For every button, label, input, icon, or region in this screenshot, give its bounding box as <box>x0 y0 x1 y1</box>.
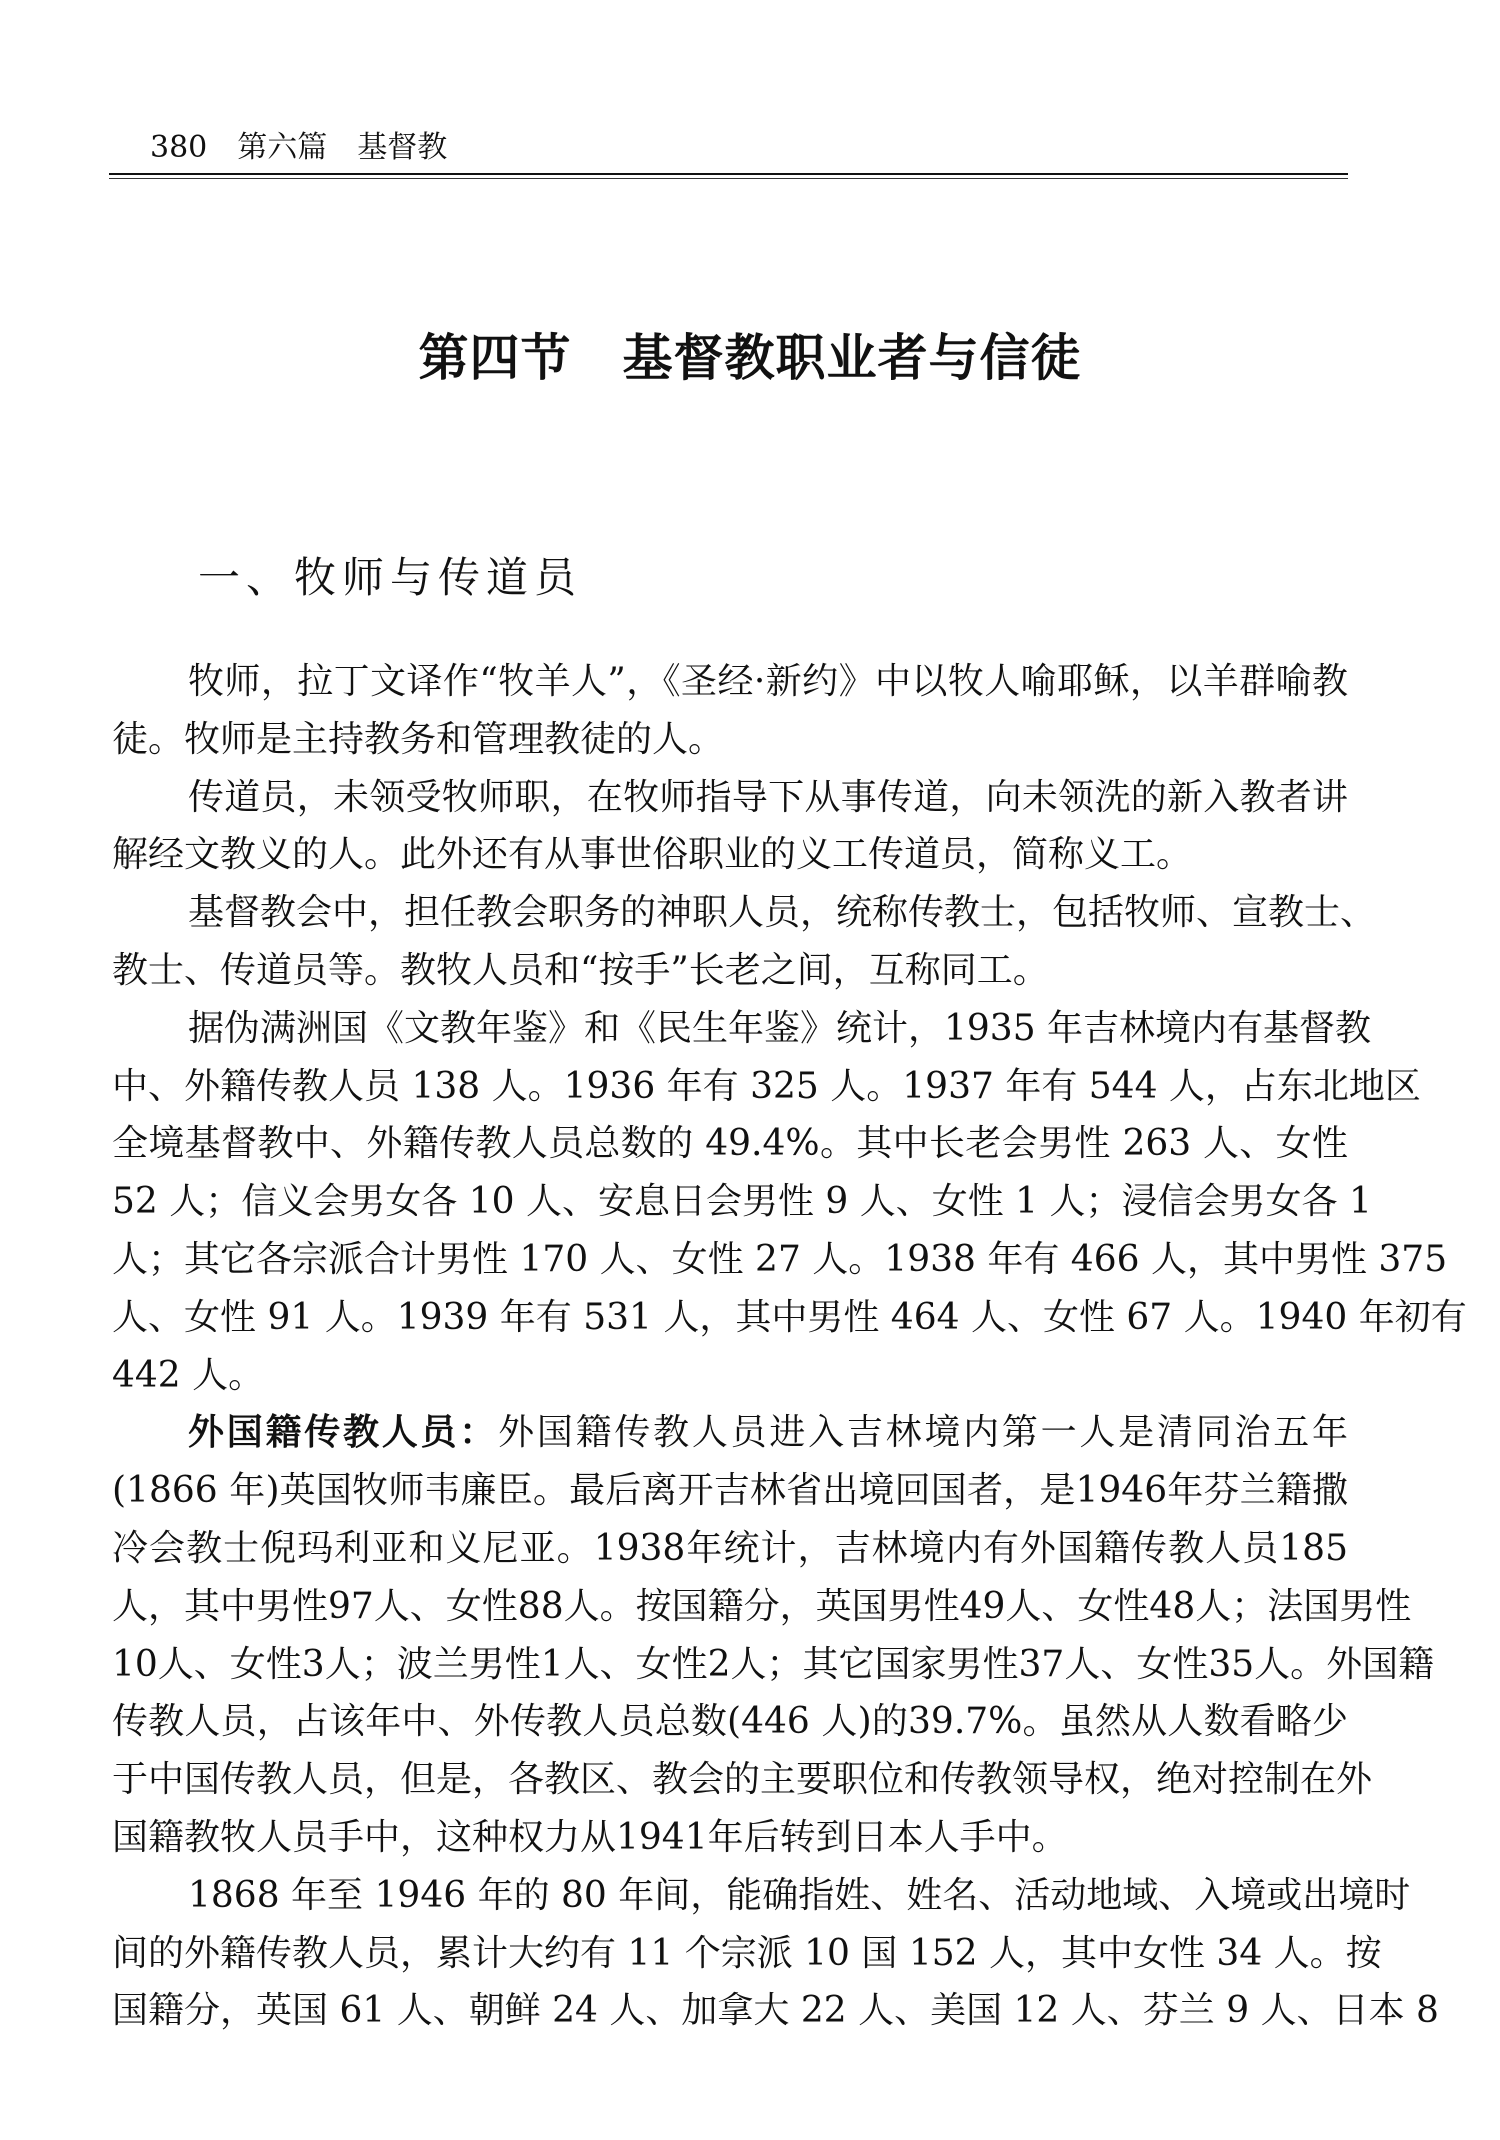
text-line <box>112 769 1348 827</box>
text-line <box>112 1058 1421 1116</box>
text-line <box>112 1520 1348 1578</box>
line-text: 人；其它各宗派合计男性 170 人、女性 27 人。1938 年有 466 人，其中男性 375 <box>112 1238 1448 1280</box>
header-rule-thin <box>109 178 1348 179</box>
text-line <box>112 1578 1412 1636</box>
line-text: 冷会教士倪玛利亚和义尼亚。1938年统计，吉林境内有外国籍传教人员185 <box>112 1527 1348 1569</box>
line-text: 人，其中男性97人、女性88人。按国籍分，英国男性49人、女性48人；法国男性 <box>112 1585 1412 1627</box>
line-text: 牧师，拉丁文译作“牧羊人”，《圣经·新约》中以牧人喻耶稣，以羊群喻教 <box>188 661 1348 702</box>
line-text: 442 人。 <box>112 1354 265 1396</box>
line-text: 解经文教义的人。此外还有从事世俗职业的义工传道员，简称义工。 <box>112 834 1193 876</box>
line-text: 徒。牧师是主持教务和管理教徒的人。 <box>112 718 725 760</box>
subheading: 一、牧师与传道员 <box>198 553 583 602</box>
part-title: 基督教 <box>357 130 448 165</box>
line-text: 于中国传教人员，但是，各教区、教会的主要职位和传教领导权，绝对控制在外 <box>112 1759 1373 1801</box>
line-text: 传道员，未领受牧师职，在牧师指导下从事传道，向未领洗的新入教者讲 <box>188 776 1348 818</box>
line-text: 人、女性 91 人。1939 年有 531 人，其中男性 464 人、女性 67 人。1940 年初有 <box>112 1296 1467 1338</box>
text-line <box>112 826 1348 884</box>
line-text: 国籍教牧人员手中，这种权力从1941年后转到日本人手中。 <box>112 1816 1068 1858</box>
text-line <box>112 1462 1348 1520</box>
text-line <box>112 1115 1348 1173</box>
line-text: 传教人员，占该年中、外传教人员总数(446 人)的39.7%。虽然从人数看略少 <box>112 1701 1348 1743</box>
line-text: 教士、传道员等。教牧人员和“按手”长老之间，互称同工。 <box>112 949 1049 991</box>
line-text: 国籍分，英国 61 人、朝鲜 24 人、加拿大 22 人、美国 12 人、芬兰 9 人、日本 8 <box>112 1990 1439 2032</box>
text-line <box>112 1000 1372 1058</box>
running-header <box>150 122 477 166</box>
line-text: 52 人；信义会男女各 10 人、安息日会男性 9 人、女性 1 人；浸信会男女各 1 <box>112 1181 1372 1223</box>
body-text <box>112 653 1467 2040</box>
text-line <box>112 1809 1348 1867</box>
text-line <box>112 1231 1448 1289</box>
page-number: 380 <box>150 130 208 165</box>
line-text: 10人、女性3人；波兰男性1人、女性2人；其它国家男性37人、女性35人。外国籍 <box>112 1643 1435 1685</box>
part-label: 第六篇 <box>237 130 328 165</box>
text-line <box>112 1925 1382 1983</box>
section-title: 第四节 基督教职业者与信徒 <box>418 328 1082 387</box>
text-line <box>112 653 1348 711</box>
text-line <box>112 884 1377 942</box>
line-text: 1868 年至 1946 年的 80 年间，能确指姓、姓名、活动地域、入境或出境时 <box>188 1874 1411 1916</box>
text-line <box>112 1289 1467 1347</box>
text-line <box>112 1867 1411 1925</box>
line-text: 间的外籍传教人员，累计大约有 11 个宗派 10 国 152 人，其中女性 34 人。按 <box>112 1932 1382 1974</box>
line-text: 外国籍传教人员进入吉林境内第一人是清同治五年 <box>498 1412 1348 1454</box>
text-line <box>112 711 1348 769</box>
bold-lead: 外国籍传教人员： <box>188 1411 499 1454</box>
line-text: 中、外籍传教人员 138 人。1936 年有 325 人。1937 年有 544 人，占东北地区 <box>112 1065 1421 1107</box>
text-line <box>112 1347 1348 1405</box>
text-line <box>112 1982 1439 2040</box>
line-text: 据伪满洲国《文教年鉴》和《民生年鉴》统计，1935 年吉林境内有基督教 <box>188 1007 1372 1049</box>
line-text: 全境基督教中、外籍传教人员总数的 49.4%。其中长老会男性 263 人、女性 <box>112 1123 1348 1165</box>
header-rule <box>109 173 1348 175</box>
text-line <box>112 1693 1348 1751</box>
text-line <box>112 1404 1348 1462</box>
line-text: 基督教会中，担任教会职务的神职人员，统称传教士，包括牧师、宣教士、 <box>188 892 1377 934</box>
text-line <box>112 1173 1372 1231</box>
text-line <box>112 1636 1435 1694</box>
text-line <box>112 1751 1373 1809</box>
text-line <box>112 942 1348 1000</box>
line-text: (1866 年)英国牧师韦廉臣。最后离开吉林省出境回国者，是1946年芬兰籍撒 <box>112 1470 1348 1512</box>
